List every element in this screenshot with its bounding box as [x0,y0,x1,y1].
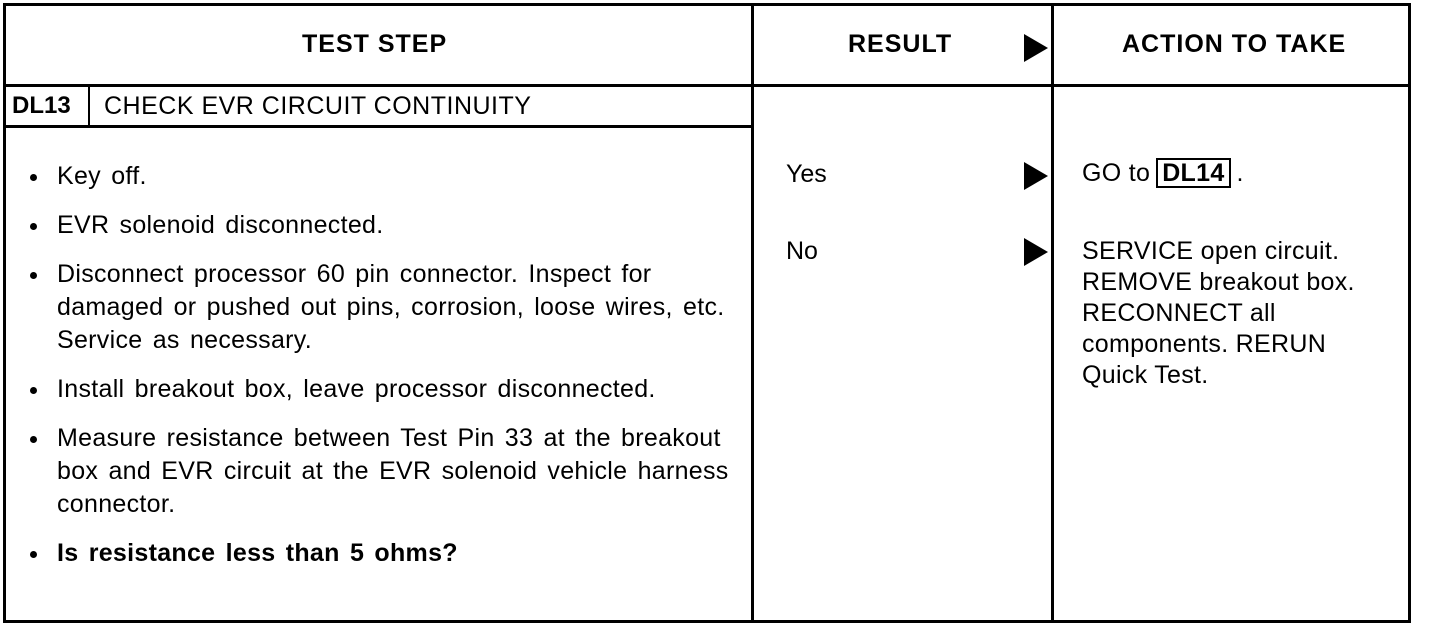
list-item: Measure resistance between Test Pin 33 at the breakout box and EVR circuit at the EVR solenoid vehicle harness connector. [28,422,738,521]
list-item: Disconnect processor 60 pin connector. Inspect for damaged or pushed out pins, corrosion, loose wires, etc. Service as necessary. [28,258,738,357]
list-item-question: Is resistance less than 5 ohms? [28,537,738,570]
list-item: EVR solenoid disconnected. [28,209,738,242]
result-no-arrow-icon [1024,238,1048,266]
test-step-list [28,160,738,586]
action-no-line: RECONNECT all [1082,299,1276,327]
list-item: Key off. [28,160,738,193]
header-result: RESULT [848,30,953,58]
action-yes [1082,158,1244,189]
result-yes: Yes [786,160,827,188]
step-reference-link[interactable]: DL14 [1156,158,1230,188]
action-yes-prefix: GO to [1082,159,1151,187]
action-no-line: Quick Test. [1082,361,1209,389]
list-item: Install breakout box, leave processor disconnected. [28,373,738,406]
header-arrow-icon [1024,34,1048,62]
step-title: CHECK EVR CIRCUIT CONTINUITY [104,92,532,120]
action-no-line: SERVICE open circuit. [1082,237,1340,265]
step-id: DL13 [6,86,90,126]
column-divider-result [751,3,754,623]
header-test-step: TEST STEP [302,30,448,58]
column-divider-action [1051,3,1054,623]
action-no-line: components. RERUN [1082,330,1327,358]
action-no [1082,236,1355,391]
result-no: No [786,237,818,265]
action-yes-suffix: . [1236,159,1244,187]
header-action: ACTION TO TAKE [1122,30,1347,58]
action-no-line: REMOVE breakout box. [1082,268,1355,296]
result-yes-arrow-icon [1024,162,1048,190]
